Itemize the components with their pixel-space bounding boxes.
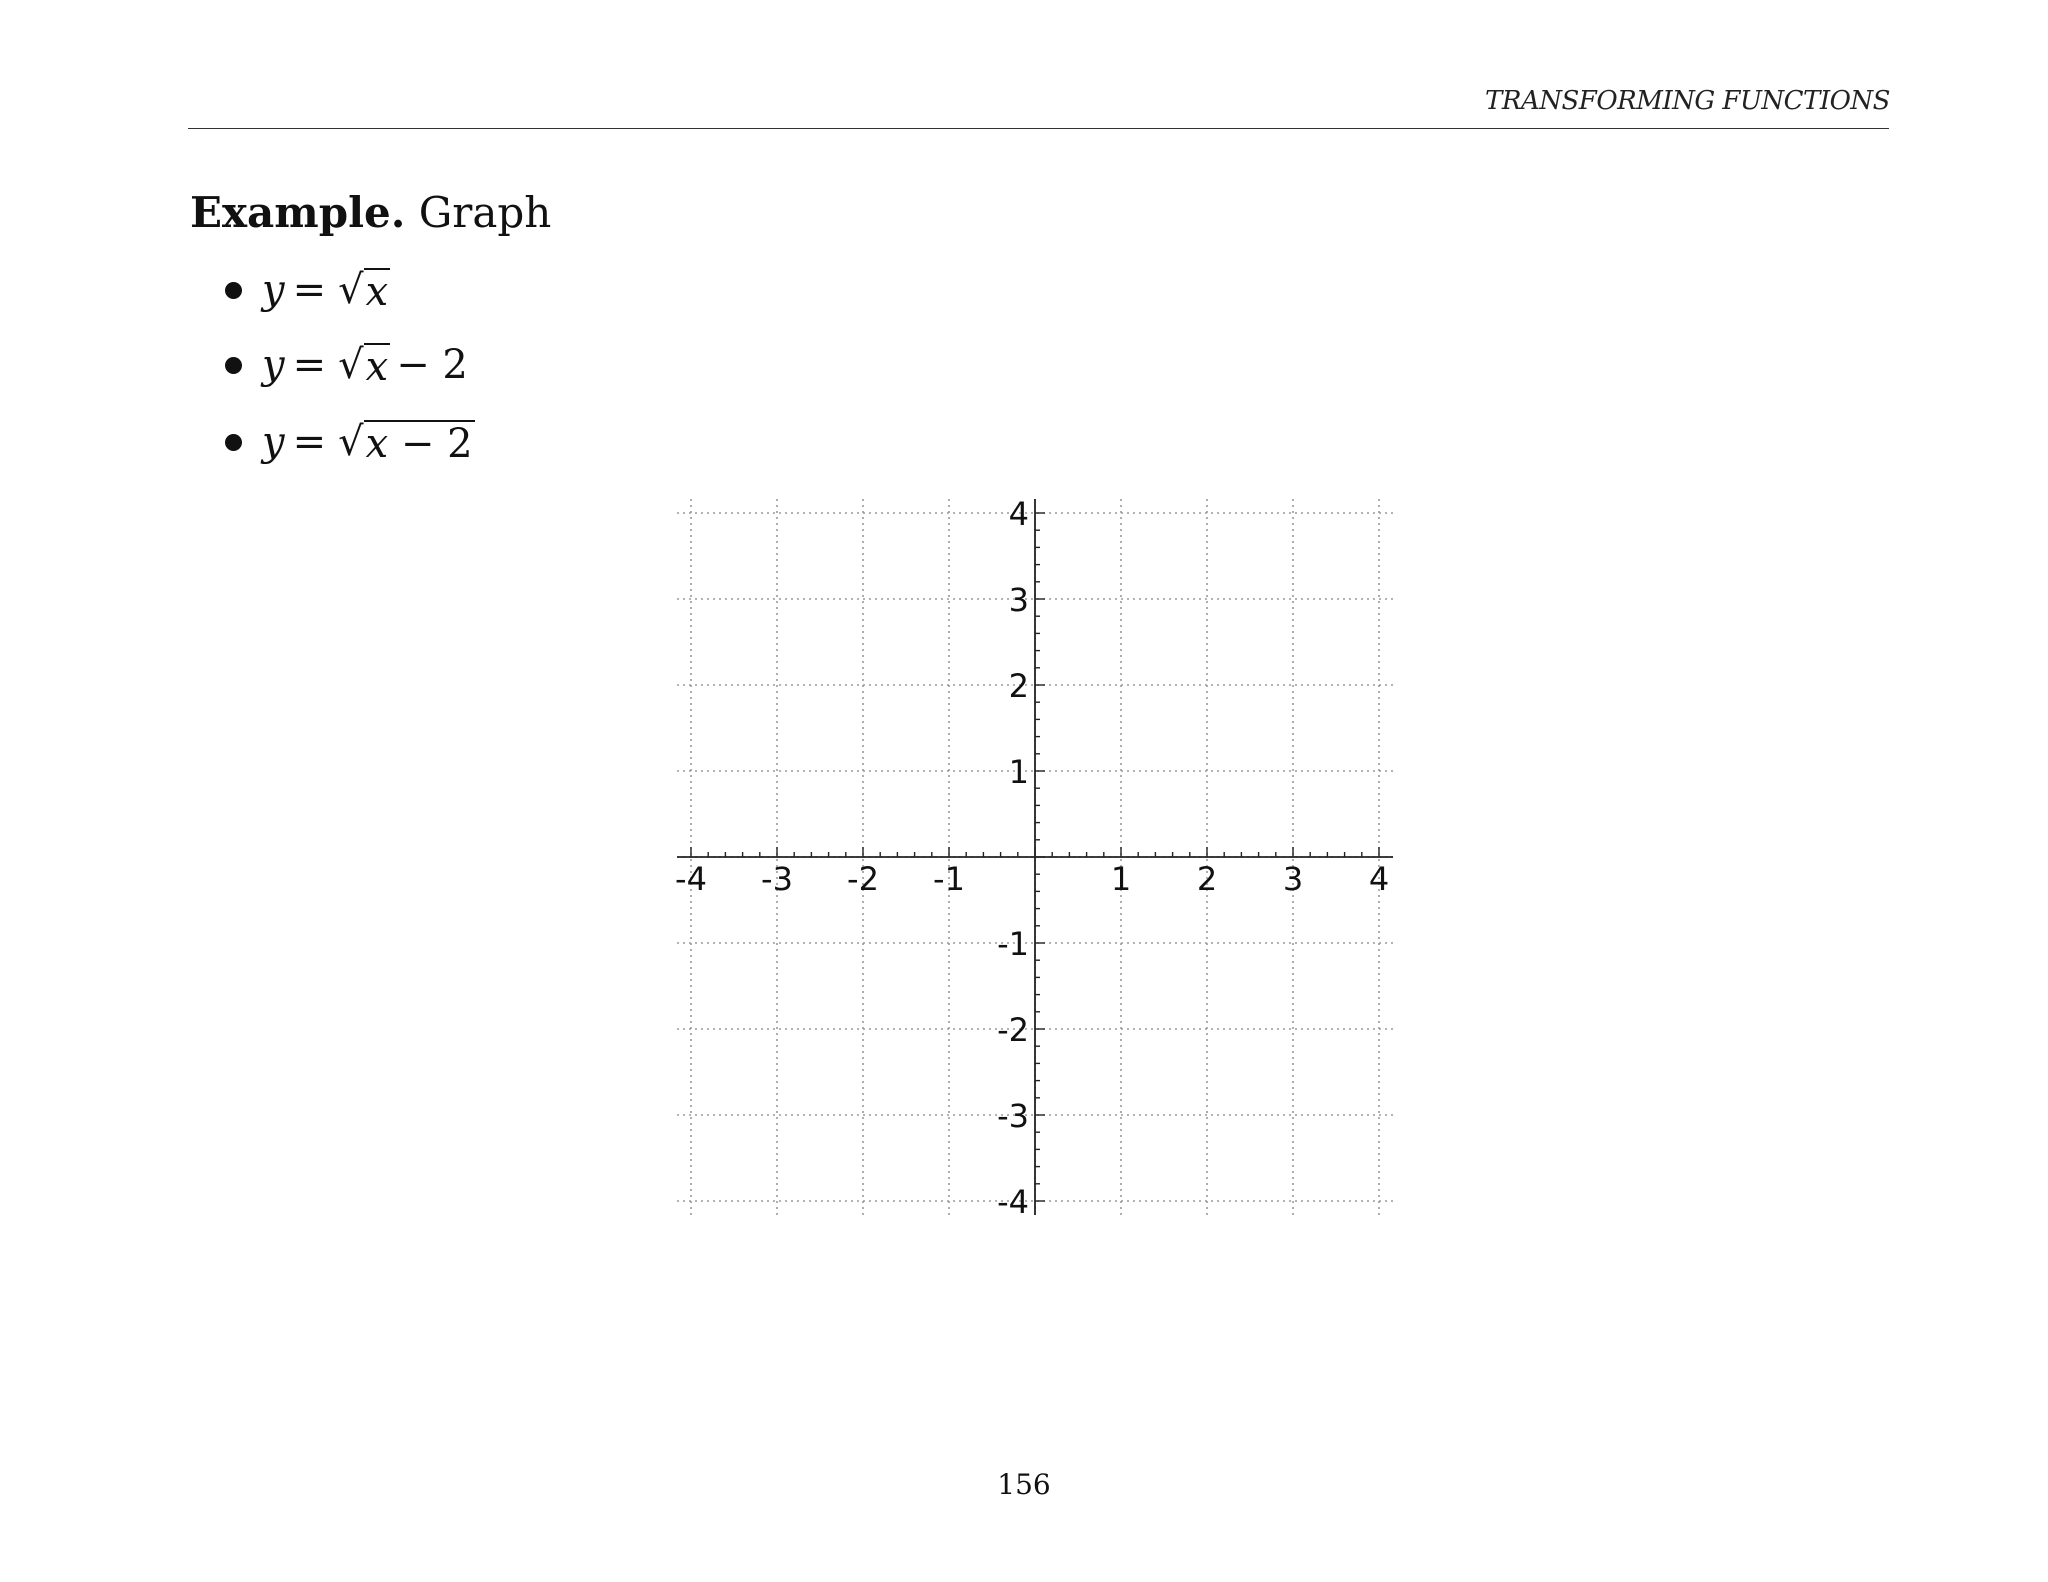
item-lhs: y — [262, 342, 285, 388]
item-equals: = — [292, 342, 327, 388]
x-tick-label: -4 — [675, 860, 707, 898]
y-tick-label: -3 — [997, 1097, 1029, 1135]
y-tick-label: -2 — [997, 1011, 1029, 1049]
item-radicand: x — [365, 269, 389, 315]
y-tick-label: 4 — [1008, 495, 1029, 533]
page-number: 156 — [997, 1468, 1051, 1501]
sqrt-icon: √ — [338, 419, 364, 465]
item-radicand-var: x — [365, 421, 389, 467]
item-radicand-rest: − 2 — [388, 421, 473, 467]
x-tick-label: 2 — [1196, 860, 1218, 898]
y-tick-label: 2 — [1008, 667, 1029, 705]
example-label: Example. — [190, 188, 406, 237]
y-tick-label: 1 — [1008, 753, 1029, 791]
example-text: Graph — [418, 188, 552, 237]
item-equals: = — [292, 267, 327, 313]
item-radicand: x — [365, 344, 389, 390]
item-tail: − 2 — [396, 342, 468, 388]
sqrt-icon: √ — [338, 342, 364, 388]
x-tick-label: -1 — [933, 860, 965, 898]
y-tick-label: 3 — [1008, 581, 1029, 619]
x-tick-label: -2 — [847, 860, 879, 898]
x-tick-label: 4 — [1368, 860, 1390, 898]
y-tick-label: -1 — [997, 925, 1029, 963]
sqrt-icon: √ — [338, 267, 364, 313]
item-equals: = — [292, 419, 327, 465]
running-header: TRANSFORMING FUNCTIONS — [1485, 86, 1890, 116]
x-tick-label: 3 — [1282, 860, 1304, 898]
y-tick-label: -4 — [997, 1183, 1029, 1221]
x-tick-label: -3 — [761, 860, 793, 898]
item-lhs: y — [262, 419, 285, 465]
item-lhs: y — [262, 267, 285, 313]
x-tick-label: 1 — [1110, 860, 1132, 898]
